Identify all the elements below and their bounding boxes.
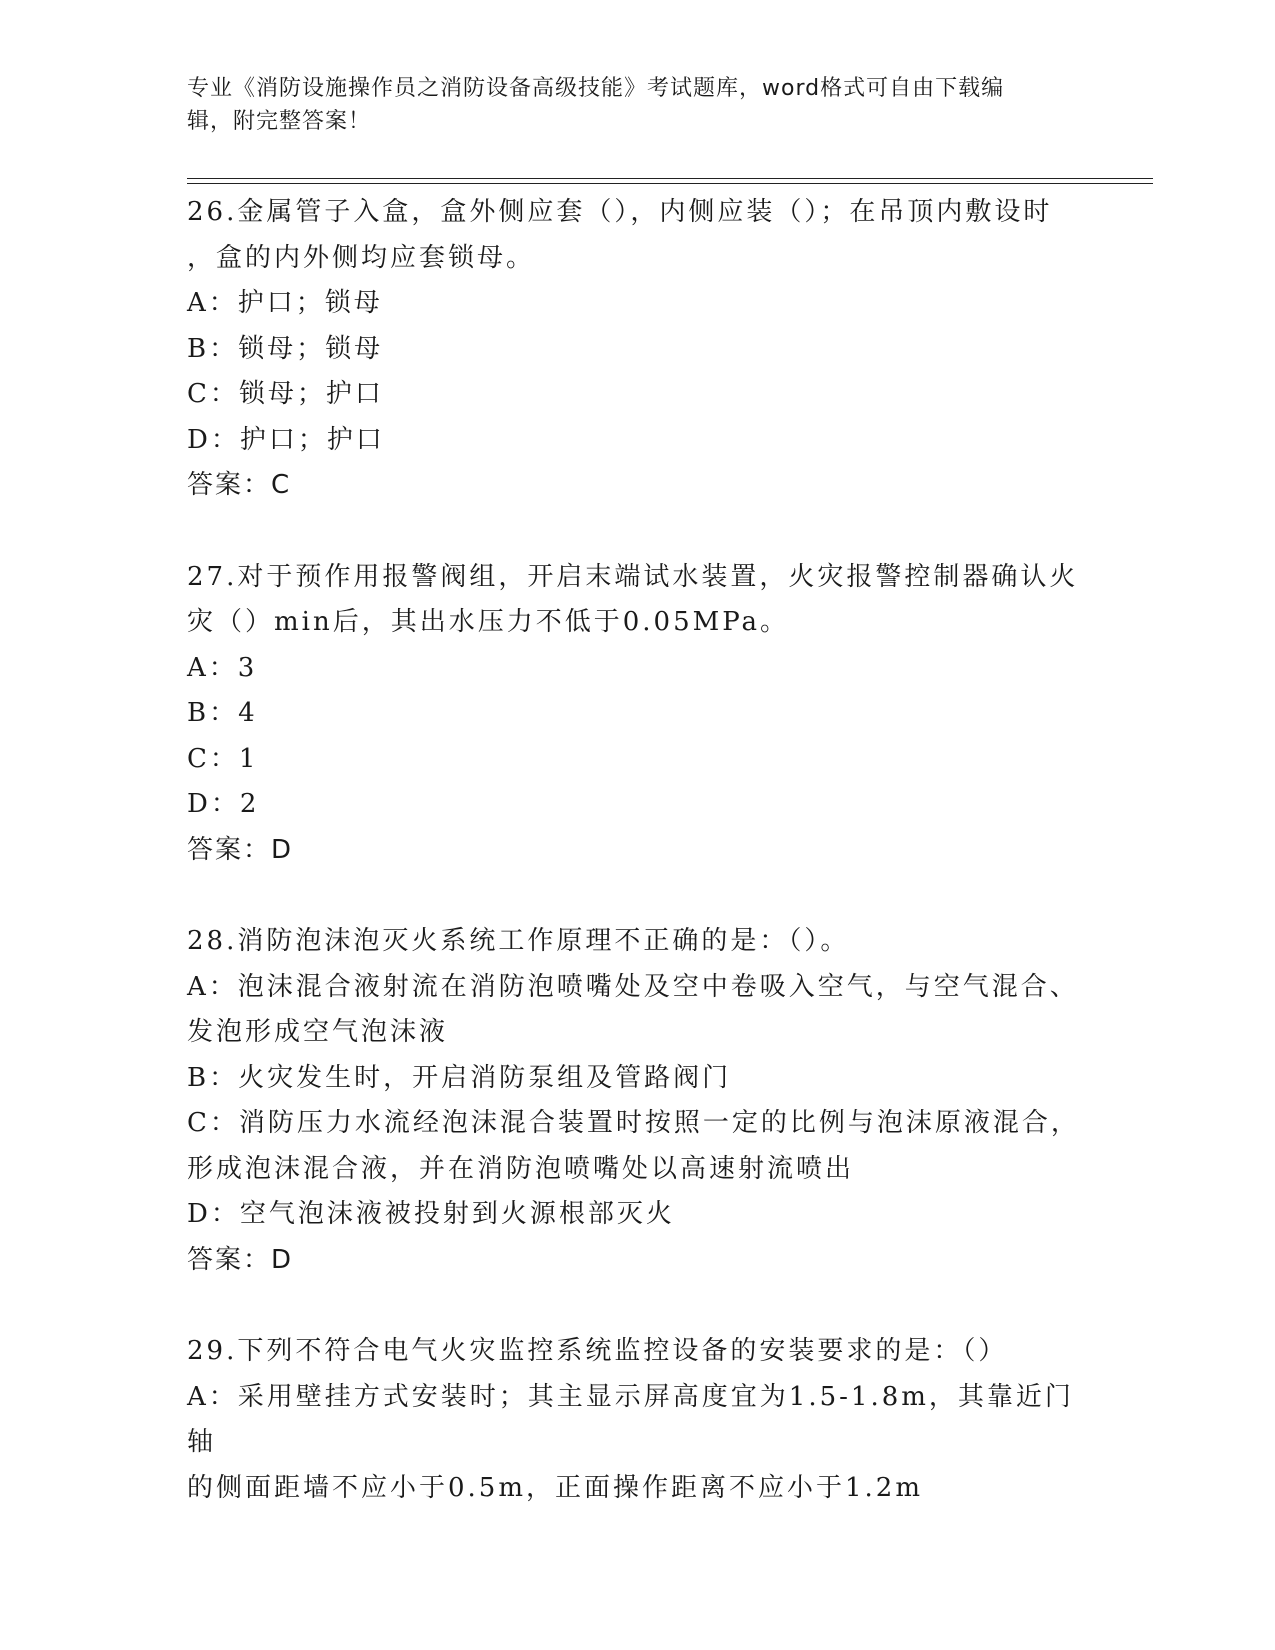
- question-list: [187, 190, 1087, 1511]
- option-c-continued: 形成泡沫混合液，并在消防泡喷嘴处以高速射流喷出: [187, 1153, 855, 1184]
- header-divider-bottom: [187, 183, 1153, 184]
- question-text: 26.金属管子入盒，盒外侧应套（），内侧应装（）；在吊顶内敷设时: [187, 197, 1053, 227]
- question-text: 27.对于预作用报警阀组，开启末端试水装置，火灾报警控制器确认火: [187, 561, 1079, 592]
- option-a-continued: 发泡形成空气泡沫液: [187, 1017, 449, 1047]
- option-b: B：锁母；锁母: [187, 333, 384, 364]
- question-text: 29.下列不符合电气火灾监控系统监控设备的安装要求的是：（）: [187, 1336, 1008, 1366]
- header-line-1: 专业《消防设施操作员之消防设备高级技能》考试题库，word格式可自由下载编: [187, 76, 1005, 101]
- question-text: 28.消防泡沫泡灭火系统工作原理不正确的是：（）。: [187, 926, 850, 956]
- option-a: A：泡沫混合液射流在消防泡喷嘴处及空中卷吸入空气，与空气混合、: [187, 971, 1079, 1002]
- option-c: C：1: [187, 743, 259, 774]
- question-29: [187, 1329, 1087, 1511]
- question-26: [187, 190, 1087, 509]
- header-divider-top: [187, 178, 1153, 179]
- option-c: C：消防压力水流经泡沫混合装置时按照一定的比例与泡沫原液混合，: [187, 1108, 1080, 1138]
- option-d: D：护口；护口: [187, 424, 385, 455]
- question-27: [187, 555, 1087, 874]
- question-28: [187, 919, 1087, 1283]
- answer-line: 答案：D: [187, 834, 294, 865]
- question-text: 灾（）min后，其出水压力不低于0.05MPa。: [187, 607, 790, 637]
- answer-line: 答案：C: [187, 470, 292, 500]
- option-a: A：采用壁挂方式安装时；其主显示屏高度宜为1.5-1.8m，其靠近门轴: [187, 1381, 1074, 1457]
- option-a: A：护口；锁母: [187, 288, 383, 318]
- option-b: B：4: [187, 698, 258, 728]
- option-a-continued: 的侧面距墙不应小于0.5m，正面操作距离不应小于1.2m: [187, 1472, 924, 1503]
- question-text: ，盒的内外侧均应套锁母。: [187, 242, 536, 273]
- option-b: B：火灾发生时，开启消防泵组及管路阀门: [187, 1062, 732, 1093]
- option-d: D：空气泡沫液被投射到火源根部灭火: [187, 1199, 675, 1229]
- option-d: D：2: [187, 789, 260, 819]
- option-a: A：3: [187, 652, 258, 683]
- document-header: [187, 72, 1067, 138]
- option-c: C：锁母；护口: [187, 379, 384, 409]
- header-line-2: 辑，附完整答案！: [187, 109, 372, 134]
- answer-line: 答案：D: [187, 1244, 294, 1275]
